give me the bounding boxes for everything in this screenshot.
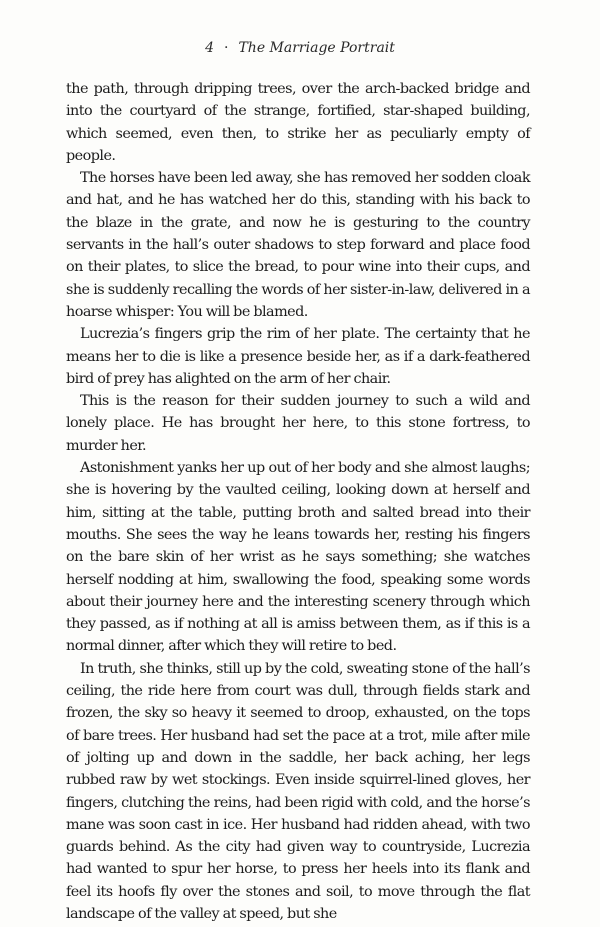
paragraph-5: Astonishment yanks her up out of her body and she almost laughs; she is hovering by the vaulted ceiling, looking down at herself and him, sitting at the table, putting broth and salted bread into their mouths. She sees the way he leans towards her, resting his fingers on the bare skin of her wrist as he says something; she watches herself nodding at him, swallowing the food, speaking some words about their journey here and the interesting scenery through which they passed, as if nothing at all is amiss between them, as if this is a normal dinner, after which they will retire to bed. (66, 460, 530, 655)
header-separator: · (224, 40, 229, 56)
body-text (66, 78, 530, 925)
page-number: 4 (205, 40, 215, 56)
paragraph-3: Lucrezia’s fingers grip the rim of her plate. The certainty that he means her to die is like a presence beside her, as if a dark-feathered bird of prey has alighted on the arm of her chair. (66, 326, 530, 387)
book-title: The Marriage Portrait (238, 40, 395, 56)
paragraph-1: the path, through dripping trees, over the arch-backed bridge and into the courtyard of the strange, fortified, star-shaped building, which seemed, even then, to strike her as peculiarly empty of people. (66, 81, 530, 164)
running-head (0, 40, 600, 56)
paragraph-4: This is the reason for their sudden journey to such a wild and lonely place. He has brought her here, to this stone fortress, to murder her. (66, 393, 530, 454)
paragraph-6: In truth, she thinks, still up by the cold, sweating stone of the hall’s ceiling, the ride here from court was dull, through fields stark and frozen, the sky so heavy it seemed to droop, exhausted, on the tops of bare trees. Her husband had set the pace at a trot, mile after mile of jolting up and down in the saddle, her back aching, her legs rubbed raw by wet stockings. Even inside squirrel-lined gloves, her fingers, clutching the reins, had been rigid with cold, and the horse’s mane was soon cast in ice. Her husband had ridden ahead, with two guards behind. As the city had given way to countryside, Lucrezia had wanted to spur her horse, to press her heels into its flank and feel its hoofs fly over the stones and soil, to move through the flat landscape of the valley at speed, but she (66, 660, 530, 922)
paragraph-2: The horses have been led away, she has removed her sodden cloak and hat, and he has watched her do this, standing with his back to the blaze in the grate, and now he is gesturing to the country servants in the hall’s outer shadows to step forward and place food on their plates, to slice the bread, to pour wine into their cups, and she is suddenly recalling the words of her sister-in-law, delivered in a hoarse whisper: You will be blamed. (66, 170, 530, 320)
